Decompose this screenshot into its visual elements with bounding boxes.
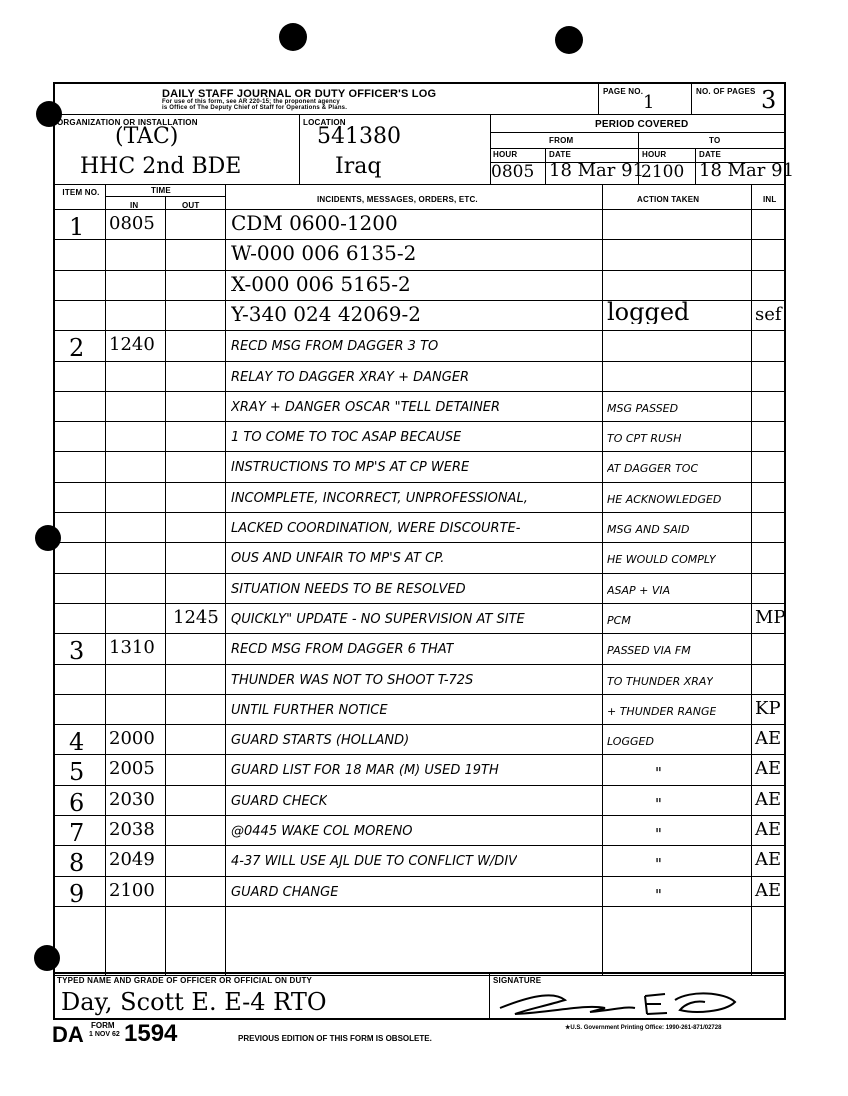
table-row [55, 239, 784, 269]
incident-text: UNTIL FURTHER NOTICE [231, 703, 388, 717]
signature-label: SIGNATURE [493, 976, 542, 985]
to-date: 18 Mar 91 [699, 160, 795, 181]
incident-text: LACKED COORDINATION, WERE DISCOURTE- [231, 522, 521, 535]
action-taken: ASAP + VIA [607, 584, 671, 596]
initials: AE [755, 879, 782, 901]
incident-text: X-000 006 5165-2 [231, 273, 411, 294]
incident-text: GUARD STARTS (HOLLAND) [231, 734, 410, 748]
no-pages: 3 [761, 86, 777, 114]
time-in: 2005 [109, 758, 155, 780]
action-taken: TO THUNDER XRAY [607, 675, 714, 687]
time-in: 0805 [109, 213, 155, 234]
initials: MP [755, 606, 786, 628]
table-row [55, 785, 784, 815]
org-line2: HHC 2nd BDE [80, 154, 242, 179]
from-hour: 0805 [491, 162, 535, 182]
col-incidents: INCIDENTS, MESSAGES, ORDERS, ETC. [317, 195, 478, 204]
incident-text: 4-37 WILL USE AJL DUE TO CONFLICT W/DIV [231, 855, 518, 869]
initials: sef [755, 303, 782, 325]
action-taken: MSG PASSED [607, 402, 679, 414]
incident-text: RECD MSG FROM DAGGER 3 TO [231, 340, 439, 354]
col-item-no: ITEM NO. [62, 188, 100, 197]
item-no: 5 [69, 758, 85, 787]
incident-text: 1 TO COME TO TOC ASAP BECAUSE [231, 431, 462, 445]
time-in: 1310 [109, 637, 155, 659]
action-taken: PASSED VIA FM [607, 645, 691, 657]
journal-form [53, 82, 795, 974]
item-no: 4 [69, 728, 85, 757]
action-taken: MSG AND SAID [607, 524, 690, 535]
action-taken: " [655, 827, 662, 842]
incident-text: INSTRUCTIONS TO MP'S AT CP WERE [231, 461, 470, 475]
col-inl: INL [763, 195, 777, 204]
incident-text: SITUATION NEEDS TO BE RESOLVED [231, 582, 466, 596]
from-label: FROM [549, 136, 574, 145]
incident-text: THUNDER WAS NOT TO SHOOT T-72S [231, 673, 474, 687]
table-row [55, 603, 784, 633]
form-subtitle: is Office of The Deputy Chief of Staff for Operations & Plans. [162, 105, 348, 111]
punch-hole [279, 23, 307, 51]
typed-name-label: TYPED NAME AND GRADE OF OFFICER OR OFFICIAL ON DUTY [57, 976, 313, 985]
action-taken: HE ACKNOWLEDGED [607, 493, 722, 505]
table-row [55, 664, 784, 694]
incident-text: CDM 0600-1200 [231, 213, 398, 233]
table-row [55, 633, 784, 666]
col-action: ACTION TAKEN [637, 195, 700, 204]
punch-hole [555, 26, 583, 54]
col-out: OUT [182, 201, 200, 210]
time-in: 2000 [109, 728, 155, 750]
to-date-label: DATE [699, 150, 721, 159]
item-no: 2 [69, 334, 85, 363]
incident-text: XRAY + DANGER OSCAR "TELL DETAINER [231, 400, 501, 414]
table-row [55, 876, 784, 906]
table-row [55, 754, 784, 787]
incident-text: QUICKLY" UPDATE - NO SUPERVISION AT SITE [231, 612, 525, 626]
table-row [55, 361, 784, 391]
no-pages-label: NO. OF PAGES [696, 87, 756, 96]
col-in: IN [130, 201, 139, 210]
action-taken: + THUNDER RANGE [607, 705, 717, 717]
table-row [55, 573, 784, 603]
incident-text: GUARD LIST FOR 18 MAR (M) USED 19TH [231, 764, 499, 778]
footer-box [53, 972, 786, 1020]
table-row [55, 451, 784, 481]
table-row [55, 209, 784, 239]
time-in: 2100 [109, 879, 155, 901]
incident-text: Y-340 024 42069-2 [231, 303, 421, 324]
from-hour-label: HOUR [493, 150, 518, 159]
action-taken: " [655, 857, 662, 873]
incident-text: RELAY TO DAGGER XRAY + DANGER [231, 370, 470, 384]
initials: AE [755, 849, 782, 871]
incident-text: GUARD CHECK [231, 794, 328, 808]
table-row [55, 270, 784, 300]
to-label: TO [709, 136, 721, 145]
from-date-label: DATE [549, 150, 571, 159]
page-no-label: PAGE NO. [603, 87, 644, 96]
incident-text: W-000 006 6135-2 [231, 243, 417, 264]
signature [495, 986, 745, 1020]
time-in: 2038 [109, 819, 155, 840]
action-taken: logged [607, 299, 690, 324]
location-line2: Iraq [335, 154, 382, 179]
incident-text: INCOMPLETE, INCORRECT, UNPROFESSIONAL, [231, 491, 528, 505]
incident-text: OUS AND UNFAIR TO MP'S AT CP. [231, 552, 445, 566]
form-number: 1594 [124, 1020, 178, 1047]
action-taken: " [655, 796, 662, 812]
table-row [55, 845, 784, 878]
action-taken: " [655, 887, 662, 903]
period-label: PERIOD COVERED [595, 119, 689, 130]
initials: KP [755, 697, 781, 719]
item-no: 9 [69, 879, 85, 908]
action-taken: HE WOULD COMPLY [607, 554, 716, 566]
to-hour-label: HOUR [642, 150, 667, 159]
incident-text: @0445 WAKE COL MORENO [231, 825, 413, 838]
col-time: TIME [151, 186, 171, 195]
location-label: LOCATION [303, 118, 346, 127]
gpo-note: ★U.S. Government Printing Office: 1990-261-871/02728 [565, 1025, 722, 1031]
table-row [55, 421, 784, 451]
org-line1: (TAC) [115, 124, 179, 149]
action-taken: LOGGED [607, 736, 654, 748]
time-in: 1240 [109, 334, 155, 356]
item-no: 1 [69, 213, 85, 241]
incident-text: RECD MSG FROM DAGGER 6 THAT [231, 643, 454, 657]
item-no: 8 [69, 849, 85, 878]
action-taken: PCM [607, 614, 631, 626]
to-hour: 2100 [641, 162, 685, 182]
time-in: 2030 [109, 788, 155, 810]
from-date: 18 Mar 91 [549, 160, 645, 181]
typed-name: Day, Scott E. E-4 RTO [61, 988, 327, 1016]
item-no: 6 [69, 788, 85, 817]
form-subtitle: For use of this form, see AR 220-15; the proponent agency [162, 99, 340, 105]
form-title: DAILY STAFF JOURNAL OR DUTY OFFICER'S LOG [162, 88, 437, 100]
table-row [55, 542, 784, 572]
action-taken: AT DAGGER TOC [607, 463, 699, 475]
location-line1: 541380 [317, 124, 401, 149]
table-row [55, 482, 784, 512]
table-row [55, 815, 784, 845]
table-row [55, 724, 784, 757]
initials: AE [755, 819, 782, 840]
table-row [55, 694, 784, 724]
page-no: 1 [643, 92, 655, 113]
time-in: 2049 [109, 849, 155, 871]
previous-edition-note: PREVIOUS EDITION OF THIS FORM IS OBSOLETE. [238, 1034, 432, 1043]
action-taken: " [655, 766, 662, 782]
initials: AE [755, 758, 782, 780]
item-no: 7 [69, 819, 85, 847]
org-label: ORGANIZATION OR INSTALLATION [57, 118, 198, 127]
form-label: FORM [91, 1021, 115, 1030]
table-row [55, 330, 784, 363]
form-date: 1 NOV 62 [89, 1031, 120, 1038]
incident-text: GUARD CHANGE [231, 885, 339, 899]
time-out: 1245 [173, 606, 219, 628]
table-row [55, 300, 784, 330]
table-row [55, 391, 784, 421]
action-taken: TO CPT RUSH [607, 433, 682, 445]
initials: AE [755, 728, 782, 750]
form-da: DA [52, 1022, 84, 1047]
initials: AE [755, 788, 782, 810]
item-no: 3 [69, 637, 85, 666]
table-row [55, 512, 784, 542]
